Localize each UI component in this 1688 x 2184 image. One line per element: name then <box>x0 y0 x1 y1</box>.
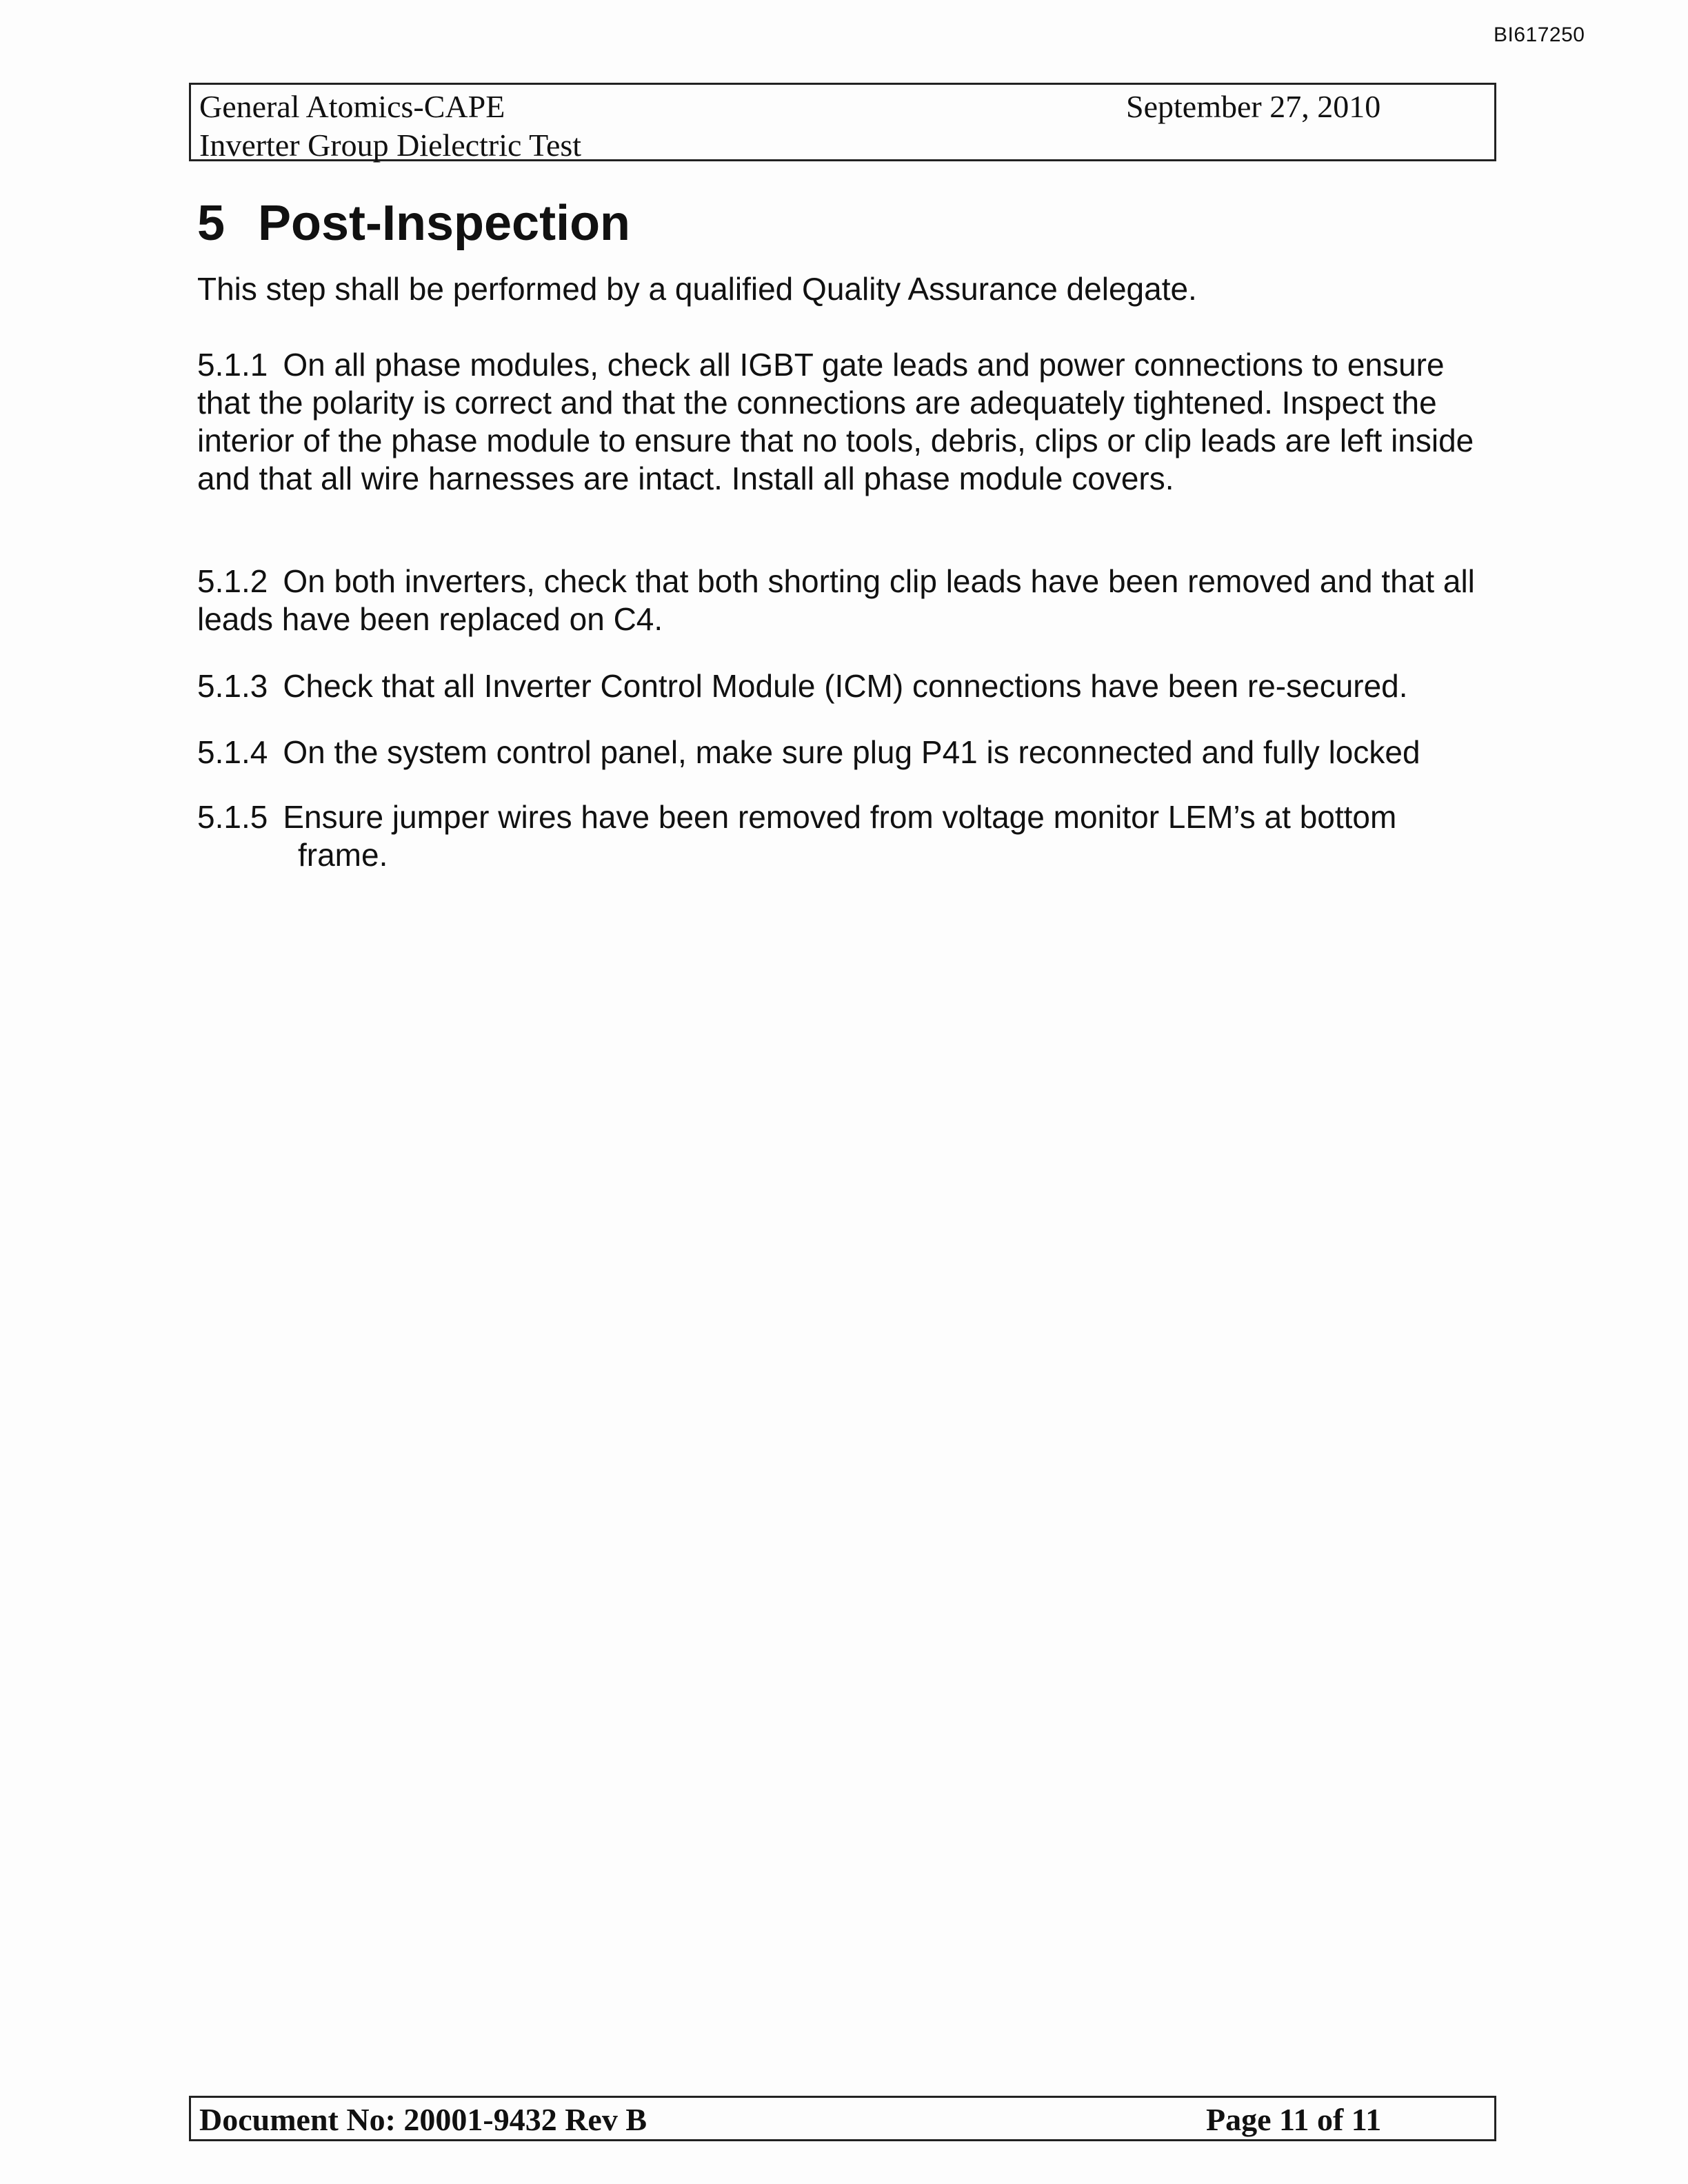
header-date: September 27, 2010 <box>1126 89 1381 124</box>
item-number: 5.1.2 <box>197 563 268 599</box>
page-header <box>189 83 1496 161</box>
header-title: Inverter Group Dielectric Test <box>199 128 582 163</box>
item-number: 5.1.3 <box>197 668 268 704</box>
list-item <box>197 734 1494 771</box>
item-text: On both inverters, check that both shorting clip leads have been removed and that all leads have been replaced on C4. <box>197 563 1475 637</box>
item-text: On the system control panel, make sure plug P41 is reconnected and fully locked <box>283 734 1420 770</box>
item-number: 5.1.4 <box>197 734 268 770</box>
item-text: On all phase modules, check all IGBT gate leads and power connections to ensure that the polarity is correct and that the connections are adequately tightened. Inspect the interior of the phase module to ensure that no tools, debris, clips or clip leads are left inside and that all wire harnesses are intact. Install all phase module covers. <box>197 347 1474 496</box>
item-text: Check that all Inverter Control Module (ICM) connections have been re-secured. <box>283 668 1408 704</box>
list-item <box>197 667 1494 705</box>
section-title: Post-Inspection <box>258 196 631 251</box>
page-footer <box>189 2096 1496 2141</box>
list-item <box>197 798 1494 874</box>
item-number: 5.1.1 <box>197 347 268 383</box>
section-heading <box>197 194 630 252</box>
section-intro: This step shall be performed by a qualified Quality Assurance delegate. <box>197 271 1197 307</box>
section-number: 5 <box>197 196 225 251</box>
footer-document-number: Document No: 20001-9432 Rev B <box>199 2102 647 2137</box>
list-item <box>197 346 1494 498</box>
item-number: 5.1.5 <box>197 799 268 835</box>
document-id: BI617250 <box>1494 23 1585 46</box>
item-text: Ensure jumper wires have been removed from voltage monitor LEM’s at bottom <box>283 799 1397 835</box>
list-item <box>197 563 1494 638</box>
item-text-continued: frame. <box>298 837 388 873</box>
header-organization: General Atomics-CAPE <box>199 89 505 124</box>
footer-page-number: Page 11 of 11 <box>1206 2102 1382 2137</box>
